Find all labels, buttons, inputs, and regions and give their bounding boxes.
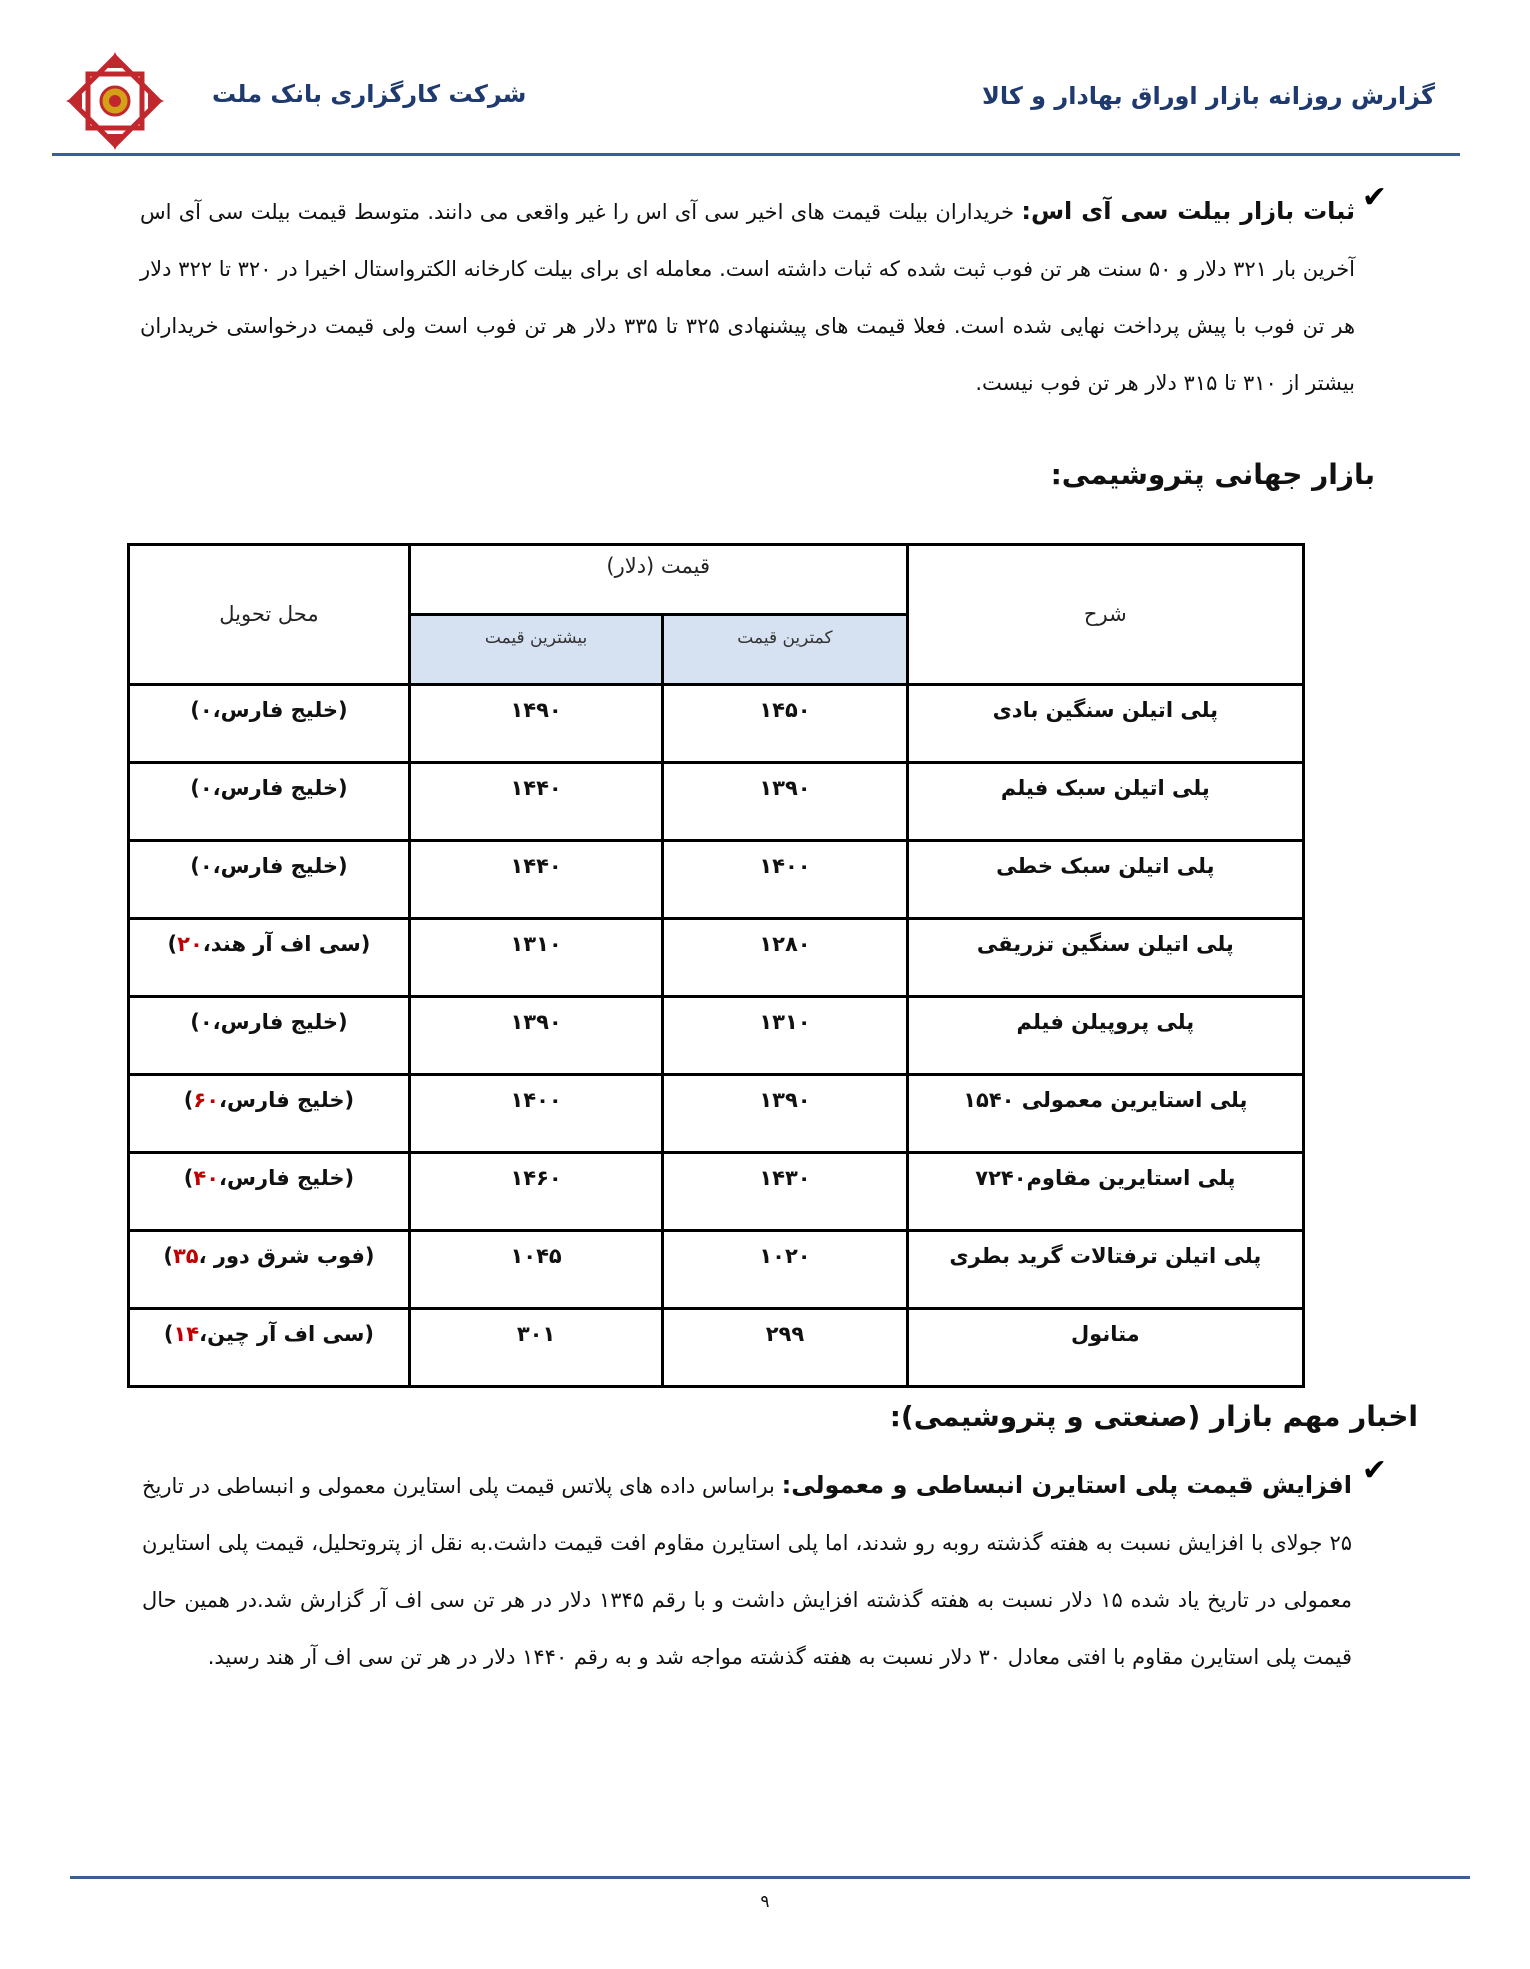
cell-max: ۱۴۴۰ — [409, 841, 662, 919]
cell-max: ۱۴۶۰ — [409, 1153, 662, 1231]
price-change: ۰ — [199, 1010, 213, 1034]
cell-max: ۱۳۹۰ — [409, 997, 662, 1075]
cell-desc: پلی استایرین مقاوم۷۲۴۰ — [907, 1153, 1303, 1231]
billet-text: خریداران بیلت قیمت های اخیر سی آی اس را غیر واقعی می دانند. متوسط قیمت بیلت سی آی اس آخرین بار ۳۲۱ دلار و ۵۰ سنت هر تن فوب ثبت شده که ثبات داشته است. معامله ای برای بیلت کارخانه الکترواستال اخیرا در ۳۲۰ تا ۳۲۲ دلار هر تن فوب با پیش پرداخت نهایی شده است. فعلا قیمت های پیشنهادی ۳۲۵ تا ۳۳۵ دلار هر تن فوب است ولی قیمت درخواستی خریداران بیشتر از ۳۱۰ تا ۳۱۵ دلار هر تن فوب نیست. — [140, 200, 1356, 395]
cell-delivery — [129, 685, 410, 763]
col-max-header: بیشترین قیمت — [409, 615, 662, 685]
table-row — [129, 1075, 1304, 1153]
cell-delivery — [129, 841, 410, 919]
news-section-title: اخبار مهم بازار (صنعتی و پتروشیمی): — [889, 1400, 1418, 1433]
table-row — [129, 919, 1304, 997]
cell-desc: پلی اتیلن سبک خطی — [907, 841, 1303, 919]
col-delivery-header: محل تحویل — [129, 545, 410, 685]
cell-max: ۱۴۹۰ — [409, 685, 662, 763]
cell-delivery — [129, 1231, 410, 1309]
cell-min: ۱۴۳۰ — [663, 1153, 907, 1231]
footer-divider — [70, 1876, 1470, 1879]
cell-delivery — [129, 919, 410, 997]
company-name: شرکت کارگزاری بانک ملت — [212, 80, 527, 108]
cell-delivery — [129, 1075, 410, 1153]
delivery-close-paren: ) — [190, 854, 200, 878]
delivery-location: (خلیج فارس، — [212, 698, 348, 722]
col-min-header: کمترین قیمت — [663, 615, 907, 685]
price-change: ۳۵ — [172, 1244, 199, 1268]
price-change: ۰ — [199, 776, 213, 800]
delivery-location: (خلیج فارس، — [219, 1166, 355, 1190]
petro-section-title: بازار جهانی پتروشیمی: — [1050, 458, 1375, 491]
cell-desc: پلی اتیلن ترفتالات گرید بطری — [907, 1231, 1303, 1309]
cell-desc: پلی اتیلن سنگین تزریقی — [907, 919, 1303, 997]
cell-desc: پلی اتیلن سبک فیلم — [907, 763, 1303, 841]
company-logo — [62, 48, 168, 154]
delivery-close-paren: ) — [163, 1244, 173, 1268]
checkmark-icon: ✔ — [1361, 180, 1387, 215]
delivery-close-paren: ) — [163, 1322, 174, 1346]
table-row — [129, 685, 1304, 763]
cell-desc: پلی استایرین معمولی ۱۵۴۰ — [907, 1075, 1303, 1153]
polystyrene-text: براساس داده های پلاتس قیمت پلی استایرن معمولی و انبساطی در تاریخ ۲۵ جولای با افزایش نسبت به هفته گذشته روبه رو شدند، اما پلی استایرن مقاوم افت قیمت داشت.به نقل از پتروتحلیل، قیمت پلی استایرن معمولی در تاریخ یاد شده ۱۵ دلار نسبت به هفته گذشته افزایش داشت و با رقم ۱۳۴۵ دلار در هر تن سی اف آر گزارش شد.در همین حال قیمت پلی استایرن مقاوم با افتی معادل ۳۰ دلار نسبت به هفته گذشته مواجه شد و به رقم ۱۴۴۰ دلار در هر تن سی اف آر هند رسید. — [142, 1474, 1353, 1669]
cell-min: ۱۳۱۰ — [663, 997, 907, 1075]
delivery-location: (سی اف آر چین، — [199, 1322, 374, 1346]
price-change: ۰ — [199, 854, 213, 878]
delivery-close-paren: ) — [167, 932, 178, 956]
cell-min: ۲۹۹ — [663, 1309, 907, 1387]
cell-desc: متانول — [907, 1309, 1303, 1387]
cell-desc: پلی اتیلن سنگین بادی — [907, 685, 1303, 763]
delivery-location: (فوب شرق دور ، — [198, 1244, 375, 1268]
delivery-close-paren: ) — [190, 698, 200, 722]
price-change: ۴۰ — [193, 1166, 220, 1190]
page-number: ۹ — [760, 1892, 770, 1912]
report-title: گزارش روزانه بازار اوراق بهادار و کالا — [981, 82, 1435, 110]
petro-price-table — [127, 543, 1305, 1388]
delivery-close-paren: ) — [190, 776, 200, 800]
delivery-location: (خلیج فارس، — [212, 854, 348, 878]
cell-min: ۱۳۹۰ — [663, 1075, 907, 1153]
delivery-close-paren: ) — [190, 1010, 200, 1034]
cell-min: ۱۳۹۰ — [663, 763, 907, 841]
cell-min: ۱۲۸۰ — [663, 919, 907, 997]
cell-desc: پلی پروپیلن فیلم — [907, 997, 1303, 1075]
billet-lead: ثبات بازار بیلت سی آی اس: — [1021, 197, 1356, 225]
price-change: ۰ — [199, 698, 213, 722]
delivery-close-paren: ) — [183, 1166, 194, 1190]
table-row — [129, 997, 1304, 1075]
table-row — [129, 841, 1304, 919]
cell-delivery — [129, 1153, 410, 1231]
cell-delivery — [129, 763, 410, 841]
table-row — [129, 1231, 1304, 1309]
table-row — [129, 1153, 1304, 1231]
table-row — [129, 763, 1304, 841]
price-change: ۲۰ — [177, 932, 203, 956]
col-desc-header: شرح — [907, 545, 1303, 685]
price-change: ۱۴ — [173, 1322, 200, 1346]
cell-min: ۱۰۲۰ — [663, 1231, 907, 1309]
cell-delivery — [129, 1309, 410, 1387]
delivery-location: (خلیج فارس، — [219, 1088, 355, 1112]
polystyrene-paragraph — [142, 1457, 1352, 1686]
billet-paragraph — [140, 183, 1355, 412]
price-change: ۶۰ — [193, 1088, 220, 1112]
cell-max: ۱۴۰۰ — [409, 1075, 662, 1153]
delivery-location: (خلیج فارس، — [212, 776, 348, 800]
cell-max: ۱۳۱۰ — [409, 919, 662, 997]
cell-delivery — [129, 997, 410, 1075]
col-price-header: قیمت (دلار) — [409, 545, 907, 615]
delivery-location: (سی اف آر هند، — [202, 932, 371, 956]
cell-min: ۱۴۰۰ — [663, 841, 907, 919]
delivery-location: (خلیج فارس، — [212, 1010, 348, 1034]
cell-max: ۳۰۱ — [409, 1309, 662, 1387]
cell-max: ۱۰۴۵ — [409, 1231, 662, 1309]
delivery-close-paren: ) — [183, 1088, 194, 1112]
table-row — [129, 1309, 1304, 1387]
cell-max: ۱۴۴۰ — [409, 763, 662, 841]
header-divider — [52, 153, 1460, 156]
polystyrene-lead: افزایش قیمت پلی استایرن انبساطی و معمولی: — [781, 1471, 1352, 1499]
checkmark-icon: ✔ — [1361, 1453, 1387, 1488]
cell-min: ۱۴۵۰ — [663, 685, 907, 763]
